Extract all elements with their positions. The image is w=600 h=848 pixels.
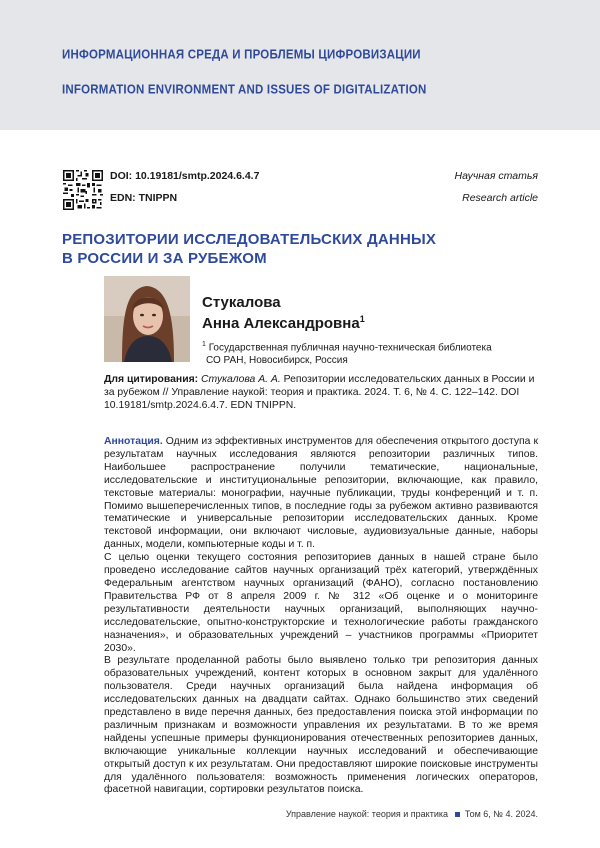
doi-text: DOI: 10.19181/smtp.2024.6.4.7 (110, 170, 260, 182)
abstract (104, 436, 538, 797)
citation-author: Стукалова А. А. (201, 374, 281, 385)
article-type-ru: Научная статья (454, 170, 538, 182)
author-given-name: Анна Александровна$^1$ (202, 314, 365, 332)
rubric-english: INFORMATION ENVIRONMENT AND ISSUES OF DIGITALIZATION (62, 83, 427, 97)
edn-text: EDN: TNIPPN (110, 192, 178, 204)
affiliation-marker: 1 (359, 314, 365, 324)
qr-code-icon (63, 170, 103, 210)
article-type-en: Research article (462, 192, 538, 204)
citation-block (104, 373, 536, 412)
footer-square-icon (455, 812, 460, 817)
title-line-1: РЕПОЗИТОРИИ ИССЛЕДОВАТЕЛЬСКИХ ДАННЫХ (62, 231, 437, 248)
abstract-paragraph-1: Аннотация. Одним из эффективных инструментов для обеспечения открытого доступа к результатам научных исследования являются репозитории различных типов. Наибольшее распространение получили тематические, национальные, исследовательские и институциональные репозитории, включающие, как правило, текстовые материалы: монографии, научные публикации, труды конференций и т. п. Помимо вышеперечисленных типов, в последние годы за рубежом активно развиваются тематические и универсальные репозитории исследовательских данных. Кроме текстовой информации, они включают числовые, аудиовизуальные данные, наборы данных, модели, компьютерные коды и т. п. (104, 436, 538, 551)
affiliation-marker-ref: 1 (202, 341, 206, 348)
header-band (0, 0, 600, 130)
rubric-russian: ИНФОРМАЦИОННАЯ СРЕДА И ПРОБЛЕМЫ ЦИФРОВИЗАЦИИ (62, 48, 421, 62)
page-footer (0, 806, 600, 828)
footer-journal-name: Управление наукой: теория и практика (285, 809, 448, 819)
author-surname: Стукалова (202, 294, 281, 311)
footer-issue: Том 6, № 4. 2024. (464, 809, 538, 819)
author-photo (104, 276, 190, 362)
citation-text: Репозитории исследовательских данных в России и за рубежом // Управление наукой: теория и практика. 2024. Т. 6, № 4. С. 122–142. DOI 10.19181/smtp.2024.6.4.7. EDN TNIPPN. (104, 374, 535, 411)
affiliation-line-1: Государственная публичная научно-техническая библиотека (208, 342, 492, 354)
author-affiliation (202, 338, 492, 367)
article-title (62, 230, 532, 268)
affiliation-line-2: СО РАН, Новосибирск, Россия (206, 355, 348, 367)
title-line-2: В РОССИИ И ЗА РУБЕЖОМ (62, 250, 267, 267)
author-name (202, 294, 365, 332)
abstract-paragraph-3: В результате проделанной работы было выявлено только три репозитория данных образовательных учреждений, контент которых в основном закрыт для удалённого пользователя. Среди научных организаций была найдена информация об исследовательских данных на двадцати сайтах. Однако большинство этих сведений представлено в виде перечня данных, без предоставления поиска этой информации по различным признакам и возможности управления их результатами. В то же время найдены успешные примеры функционирования отечественных репозиториев данных, включающие уникальные коллекции научных исследований и обеспечивающие открытый доступ к их результатам. Они предоставляют широкие поисковые инструменты для удалённого пользователя: возможность применения логических операторов, фасетной навигации, сортировки результатов поиска. (104, 655, 538, 796)
abstract-paragraph-2: С целью оценки текущего состояния репозиториев данных в нашей стране было проведено исследование сайтов научных организаций трёх категорий, утверждённых Федеральным агентством научных организаций (ФАНО), согласно постановлению Правительства РФ от 8 апреля 2009 г. № 312 «Об оценке и о мониторинге результативности деятельности научных организаций, выполняющих научно-исследовательские, опытно-конструкторские и технологические работы гражданского назначения», и образовательных учреждений – участников программы «Приоритет 2030». (104, 552, 538, 654)
abstract-label: Аннотация. (104, 436, 163, 447)
citation-label: Для цитирования: (104, 374, 199, 385)
